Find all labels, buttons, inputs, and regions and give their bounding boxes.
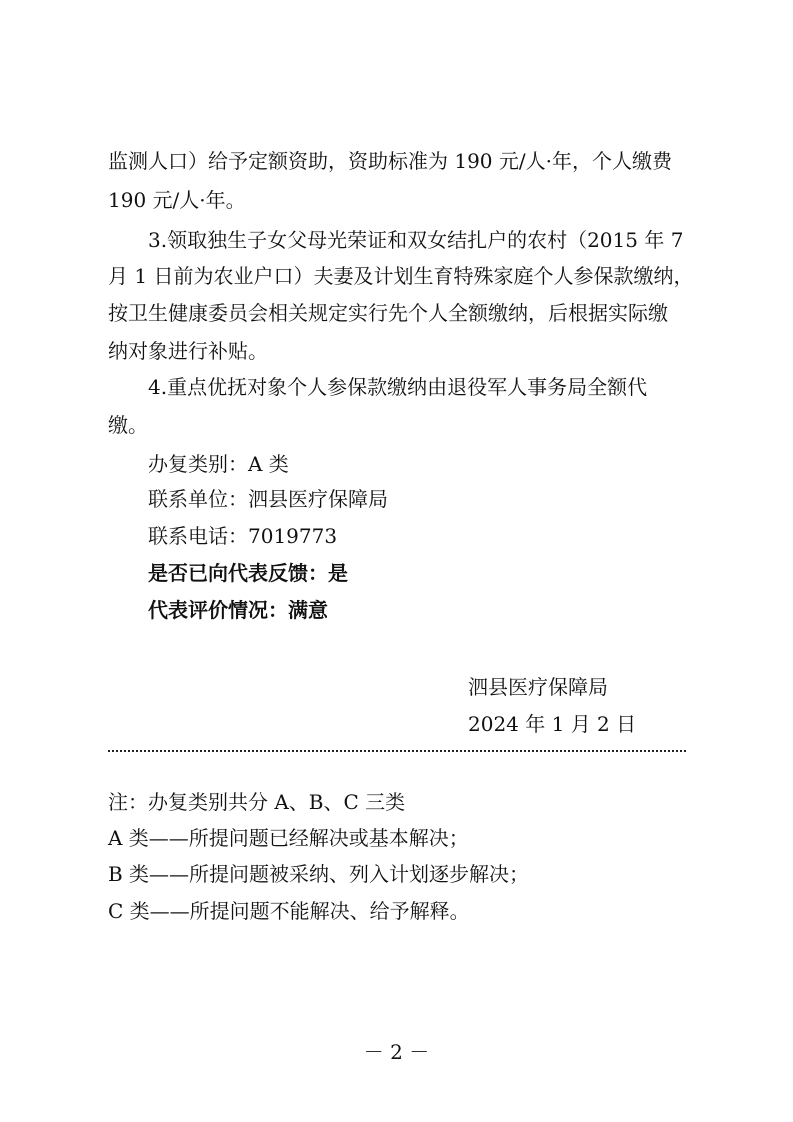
category-line: 办复类别：A 类 [148,452,289,476]
paragraph-4-line-1: 4.重点优抚对象个人参保款缴纳由退役军人事务局全额代 [148,375,648,399]
note-line-3: B 类——所提问题被采纳、列入计划逐步解决； [108,862,530,886]
evaluation-line: 代表评价情况：满意 [148,598,328,622]
paragraph-2-line-2: 190 元/人·年。 [108,188,246,212]
note-line-2: A 类——所提问题已经解决或基本解决； [108,826,469,850]
paragraph-4-line-2: 缴。 [108,413,148,437]
signature-date: 2024 年 1 月 2 日 [468,712,637,736]
paragraph-3-line-1: 3.领取独生子女父母光荣证和双女结扎户的农村（2015 年 7 [148,228,684,252]
paragraph-3-line-4: 纳对象进行补贴。 [108,339,268,363]
dotted-separator [108,750,686,752]
signature-org: 泗县医疗保障局 [468,675,608,699]
paragraph-3-line-3: 按卫生健康委员会相关规定实行先个人全额缴纳，后根据实际缴 [108,301,668,325]
page-number: － 2 － [363,1040,430,1064]
paragraph-3-line-2: 月 1 日前为农业户口）夫妻及计划生育特殊家庭个人参保款缴纳， [108,264,694,288]
paragraph-2-line-1: 监测人口）给予定额资助，资助标准为 190 元/人·年，个人缴费 [108,149,672,173]
feedback-line: 是否已向代表反馈：是 [148,561,348,585]
note-line-1: 注：办复类别共分 A、B、C 三类 [108,790,406,814]
contact-unit-line: 联系单位：泗县医疗保障局 [148,487,388,511]
contact-phone-line: 联系电话：7019773 [148,524,338,548]
note-line-4: C 类——所提问题不能解决、给予解释。 [108,899,470,923]
